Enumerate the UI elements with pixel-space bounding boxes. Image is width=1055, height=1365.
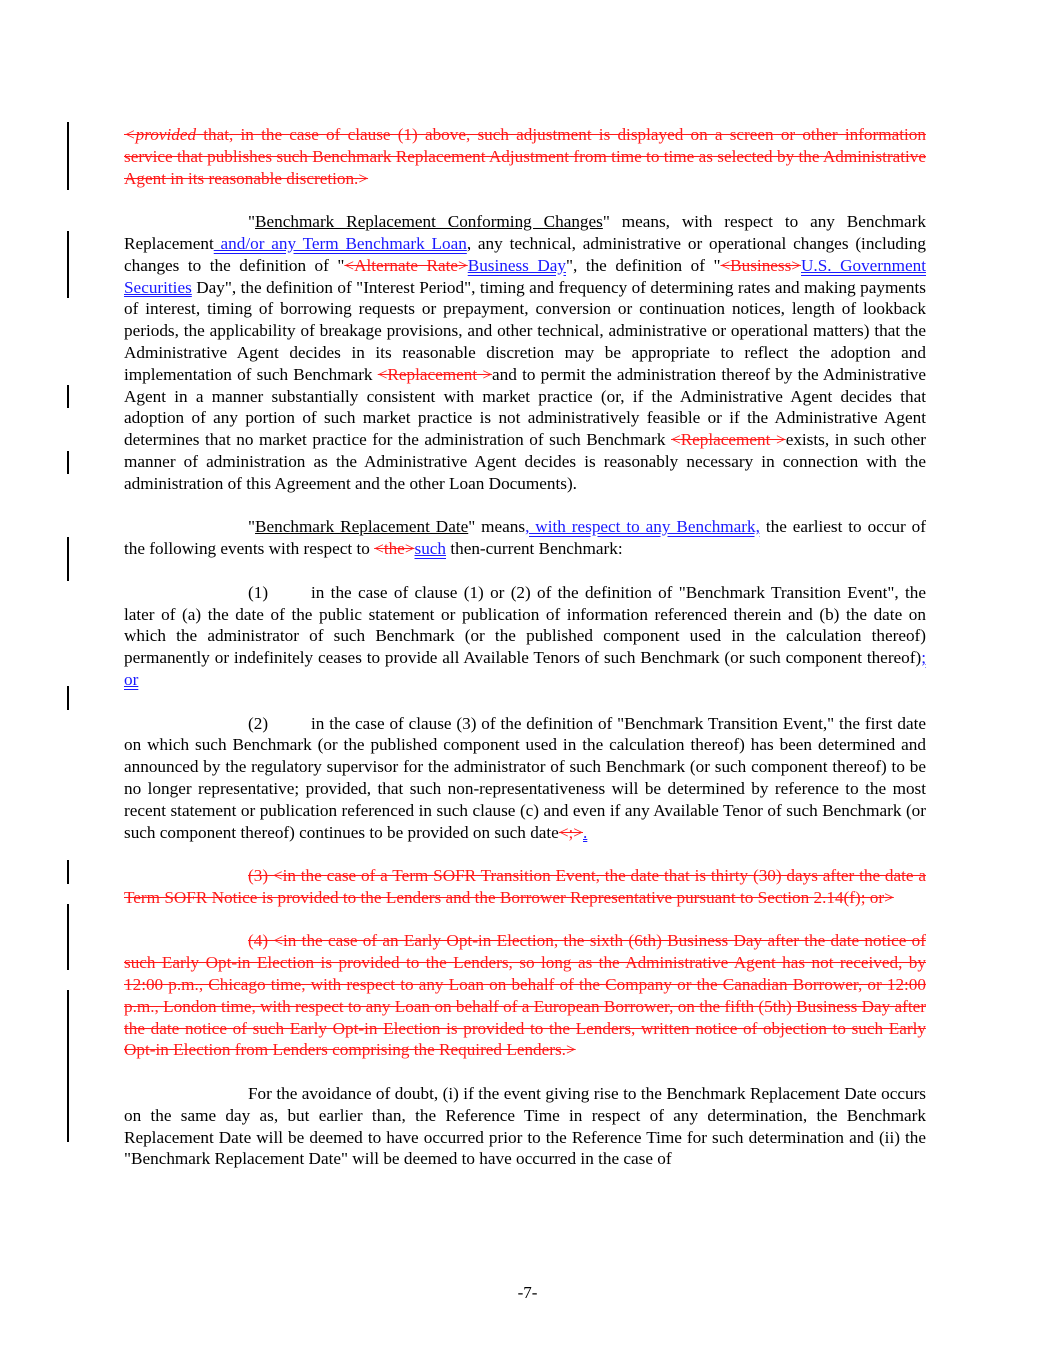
change-bar: [67, 122, 69, 190]
text-run: exists, in such other manner of administration as the Administrative Agent decides is reasonably necessary in connection with the administration of this Agreement and the other Loan Documents).: [124, 430, 927, 493]
text-run: then-current Benchmark:: [446, 539, 623, 559]
text-run: , any technical, administrative or operational changes (including changes to the definition of ": [124, 233, 926, 275]
inserted-text: .: [583, 822, 588, 842]
deleted-text: <Alternate Rate>: [344, 255, 468, 275]
paragraph: [124, 713, 926, 844]
paragraph: [124, 582, 926, 691]
change-bar: [67, 231, 69, 298]
inserted-text: such: [414, 539, 447, 559]
defined-term: Benchmark Replacement Conforming Changes: [255, 212, 603, 232]
paragraph: [124, 865, 926, 909]
deleted-text: <the>: [374, 539, 415, 559]
paragraph: [124, 211, 926, 494]
document-body: [124, 124, 926, 1192]
deleted-text: <provided: [124, 125, 197, 144]
deleted-text: (4) <in the case of an Early Opt-in Election, the sixth (6th) Business Day after the date notice of such Early Opt-in Election is provided to the Lenders, so long as the Administrative Agent has not received, by 12:00 p.m., Chicago time, with respect to any Loan on behalf of the Company or the Canadian Borrower, or 12:00 p.m., London time, with respect to any Loan on behalf of a European Borrower, on the fifth (5th) Business Day after the date notice of such Early Opt-in Election is provided to the Lenders, written notice of objection to such Early Opt-in Election from Lenders comprising the Required Lenders.>: [124, 931, 926, 1060]
deleted-text: <Replacement >: [671, 430, 786, 450]
change-bar: [67, 451, 69, 474]
text-run: the earliest to occur of the following events with respect to: [124, 517, 926, 559]
paragraph: [124, 516, 926, 560]
text-run: ": [248, 212, 256, 232]
paragraph: [124, 1083, 926, 1170]
clause-number: (1): [248, 582, 269, 602]
text-run: ", the definition of ": [566, 255, 721, 275]
deleted-text: that, in the case of clause (1) above, such adjustment is displayed on a screen or other information service that publishes such Benchmark Replacement Adjustment from time to time as selected by the Administrative Agent in its reasonable discretion.>: [124, 125, 926, 188]
change-bar: [67, 990, 69, 1142]
paragraph: [124, 124, 926, 189]
clause-number: (2): [248, 713, 269, 733]
change-bar: [67, 385, 69, 408]
page-number: -7-: [517, 1283, 538, 1302]
text-run: For the avoidance of doubt, (i) if the event giving rise to the Benchmark Replacement Date occurs on the same day as, but earlier than, the Reference Time in respect of any determination, the Benchmark Replacement Date will be deemed to have occurred prior to the Reference Time for such determination and (ii) the "Benchmark Replacement Date" will be deemed to have occurred in the case of: [124, 1084, 926, 1169]
text-run: Day", the definition of "Interest Period", timing and frequency of determining rates and making payments of interest, timing of borrowing requests or prepayment, conversion or continuation notices, length of lookback periods, the applicability of breakage provisions, and other technical, administrative or operational matters) that the Administrative Agent decides in its reasonable discretion may be appropriate to reflect the adoption and implementation of such Benchmark: [124, 277, 926, 384]
deleted-text: (3) <in the case of a Term SOFR Transition Event, the date that is thirty (30) days after the date a Term SOFR Notice is provided to the Lenders and the Borrower Representative pursuant to Section 2.14(f); or>: [124, 866, 926, 907]
text-run: " means: [468, 517, 526, 537]
change-bar: [67, 860, 69, 884]
paragraph: [124, 930, 926, 1061]
change-bar: [67, 904, 69, 970]
deleted-text: <Business>: [720, 255, 801, 275]
text-run: ": [248, 517, 256, 537]
inserted-text: and/or any Term Benchmark Loan: [213, 233, 467, 253]
inserted-text: , with respect to any Benchmark,: [525, 517, 760, 537]
defined-term: Benchmark Replacement Date: [255, 517, 469, 537]
deleted-text: <;>: [558, 822, 583, 842]
text-run: " means, with respect to any Benchmark Replacement: [124, 212, 926, 253]
change-bar: [67, 686, 69, 710]
text-run: in the case of clause (1) or (2) of the definition of "Benchmark Transition Event", the later of (a) the date of the public statement or publication of information referenced therein and (b) the date on which the administrator of such Benchmark (or the published component used in the calculation thereof) permanently or indefinitely ceases to provide all Available Tenors of such Benchmark (or such component thereof): [124, 582, 926, 668]
change-bar: [67, 537, 69, 581]
deleted-text: <Replacement >: [377, 364, 493, 384]
text-run: and to permit the administration thereof by the Administrative Agent in a manner substantially consistent with market practice (or, if the Administrative Agent decides that adoption of any portion of such market practice is not administratively feasible or if the Administrative Agent determines that no market practice for the administration of such Benchmark: [124, 364, 927, 450]
inserted-text: ; or: [124, 648, 926, 689]
inserted-text: Business Day: [467, 255, 566, 275]
inserted-text: U.S. Government Securities: [124, 255, 926, 297]
text-run: in the case of clause (3) of the definition of "Benchmark Transition Event," the first date on which such Benchmark (or the published component used in the calculation thereof) has been determined and announced by the regulatory supervisor for the administrator of such Benchmark (or such component thereof) to be no longer representative; provided, that such non-representativeness will be determined by reference to the most recent statement or publication referenced in such clause (c) and even if any Available Tenor of such Benchmark (or such component thereof) continues to be provided on such date: [124, 713, 926, 842]
